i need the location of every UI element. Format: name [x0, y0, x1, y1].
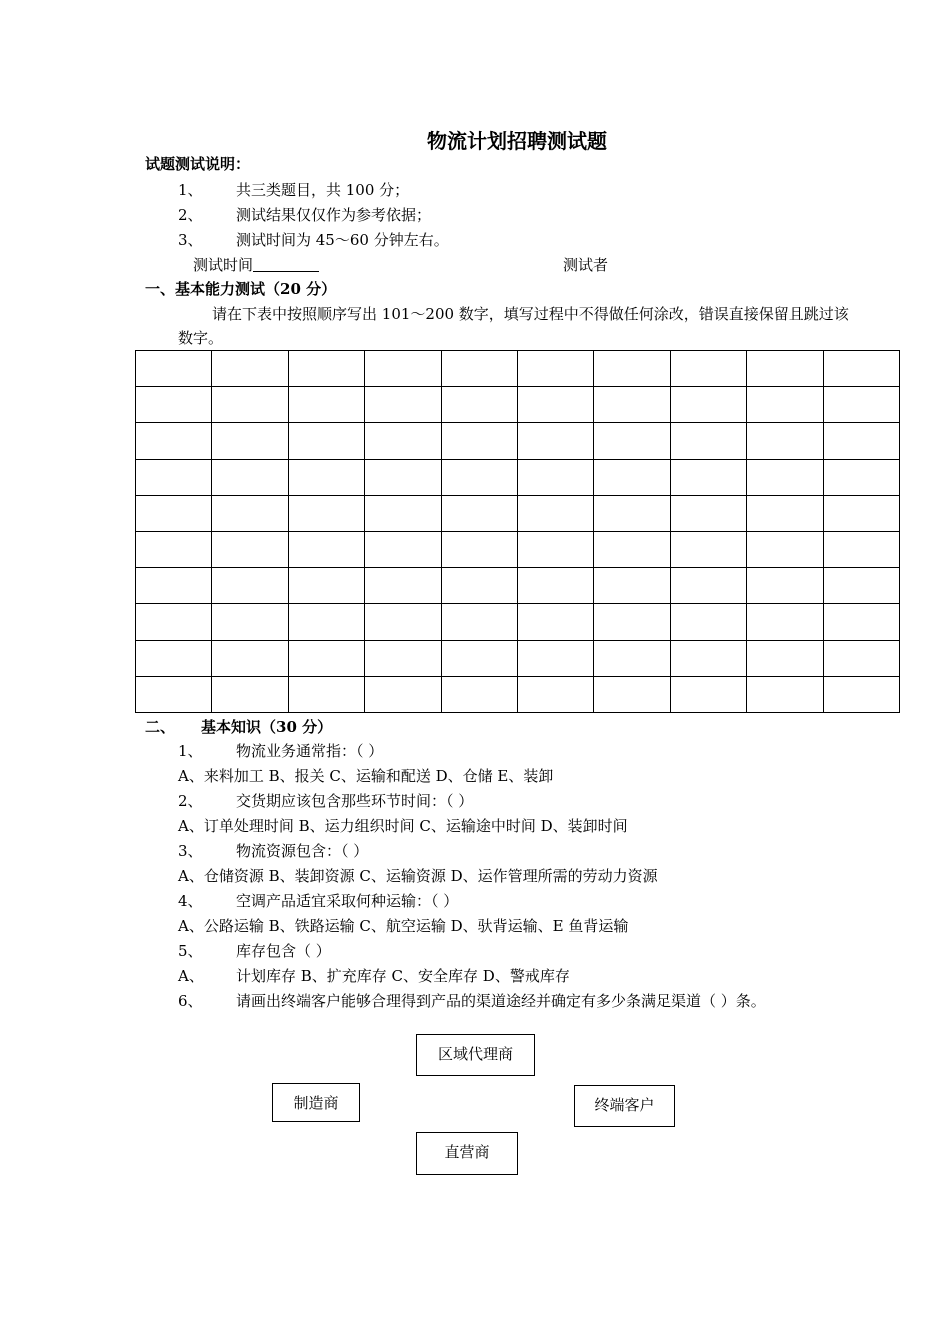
grid-cell[interactable] [517, 495, 593, 531]
grid-cell[interactable] [212, 351, 288, 387]
grid-cell[interactable] [594, 423, 670, 459]
grid-cell[interactable] [670, 351, 746, 387]
grid-cell[interactable] [212, 568, 288, 604]
grid-cell[interactable] [365, 676, 441, 712]
grid-cell[interactable] [670, 495, 746, 531]
grid-row [136, 459, 900, 495]
section2-title: 基本知识（30 分） [201, 718, 333, 736]
test-time-field[interactable] [193, 255, 319, 275]
tester-label: 测试者 [563, 256, 609, 274]
grid-cell[interactable] [136, 459, 212, 495]
grid-cell[interactable] [136, 495, 212, 531]
question-text: 物流业务通常指：（ ） [236, 742, 384, 760]
grid-row [136, 604, 900, 640]
grid-cell[interactable] [365, 459, 441, 495]
question-num: 2、 [178, 792, 203, 810]
grid-cell[interactable] [594, 604, 670, 640]
grid-row [136, 495, 900, 531]
grid-cell[interactable] [288, 676, 364, 712]
grid-cell[interactable] [212, 676, 288, 712]
page-title: 物流计划招聘测试题 [427, 129, 607, 153]
grid-cell[interactable] [365, 604, 441, 640]
question [178, 891, 458, 911]
grid-cell[interactable] [594, 459, 670, 495]
grid-cell[interactable] [823, 351, 899, 387]
instruction-text: 测试结果仅仅作为参考依据； [236, 206, 432, 224]
grid-cell[interactable] [823, 531, 899, 567]
grid-cell[interactable] [212, 459, 288, 495]
grid-cell[interactable] [747, 387, 823, 423]
grid-cell[interactable] [670, 459, 746, 495]
grid-cell[interactable] [441, 531, 517, 567]
grid-cell[interactable] [594, 568, 670, 604]
grid-cell[interactable] [212, 531, 288, 567]
question [178, 791, 473, 811]
grid-cell[interactable] [441, 676, 517, 712]
grid-cell[interactable] [136, 640, 212, 676]
grid-row [136, 531, 900, 567]
question-text: 空调产品适宜采取何种运输：（ ） [236, 892, 459, 910]
grid-cell[interactable] [594, 676, 670, 712]
instruction-num: 1、 [178, 181, 203, 199]
grid-cell[interactable] [517, 459, 593, 495]
instruction-text: 测试时间为 45～60 分钟左右。 [236, 231, 449, 249]
question [178, 991, 766, 1011]
grid-cell[interactable] [594, 387, 670, 423]
instruction-item [178, 180, 409, 200]
grid-cell[interactable] [823, 604, 899, 640]
grid-cell[interactable] [288, 531, 364, 567]
grid-cell[interactable] [594, 351, 670, 387]
question-options: A、订单处理时间 B、运力组织时间 C、运输途中时间 D、装卸时间 [178, 817, 628, 835]
grid-cell[interactable] [747, 568, 823, 604]
instructions-heading: 试题测试说明： [145, 155, 251, 173]
grid-cell[interactable] [517, 531, 593, 567]
grid-cell[interactable] [823, 676, 899, 712]
grid-cell[interactable] [441, 640, 517, 676]
question-num: 1、 [178, 742, 203, 760]
grid-cell[interactable] [212, 604, 288, 640]
instruction-text: 共三类题目，共 100 分； [236, 181, 410, 199]
grid-cell[interactable] [441, 495, 517, 531]
question-num: 6、 [178, 992, 203, 1010]
grid-cell[interactable] [288, 640, 364, 676]
grid-cell[interactable] [212, 387, 288, 423]
grid-cell[interactable] [823, 423, 899, 459]
grid-cell[interactable] [517, 351, 593, 387]
grid-cell[interactable] [823, 495, 899, 531]
grid-cell[interactable] [365, 531, 441, 567]
grid-cell[interactable] [288, 423, 364, 459]
grid-cell[interactable] [212, 640, 288, 676]
grid-cell[interactable] [517, 604, 593, 640]
regional-agent-box: 区域代理商 [416, 1034, 535, 1076]
grid-cell[interactable] [747, 531, 823, 567]
question-num: 3、 [178, 842, 203, 860]
grid-cell[interactable] [365, 495, 441, 531]
grid-cell[interactable] [670, 568, 746, 604]
grid-cell[interactable] [823, 387, 899, 423]
question-options: A、仓储资源 B、装卸资源 C、运输资源 D、运作管理所需的劳动力资源 [178, 867, 658, 885]
grid-cell[interactable] [670, 531, 746, 567]
grid-row [136, 351, 900, 387]
instruction-item [178, 205, 431, 225]
grid-row [136, 423, 900, 459]
grid-cell[interactable] [517, 568, 593, 604]
question-text: 物流资源包含：（ ） [236, 842, 369, 860]
grid-cell[interactable] [517, 423, 593, 459]
section1-desc-line2: 数字。 [178, 329, 224, 347]
grid-cell[interactable] [594, 495, 670, 531]
direct-dealer-box: 直营商 [416, 1132, 518, 1175]
grid-cell[interactable] [747, 676, 823, 712]
grid-cell[interactable] [365, 568, 441, 604]
manufacturer-box: 制造商 [272, 1083, 360, 1122]
grid-cell[interactable] [747, 604, 823, 640]
section2-num: 二、 [145, 718, 176, 736]
grid-cell[interactable] [823, 568, 899, 604]
grid-cell[interactable] [670, 387, 746, 423]
grid-cell[interactable] [747, 459, 823, 495]
grid-cell[interactable] [670, 640, 746, 676]
grid-cell[interactable] [288, 568, 364, 604]
instruction-num: 3、 [178, 231, 203, 249]
test-time-blank[interactable] [253, 256, 319, 272]
end-customer-box: 终端客户 [574, 1085, 675, 1127]
question [178, 841, 368, 861]
grid-cell[interactable] [747, 640, 823, 676]
grid-cell[interactable] [212, 423, 288, 459]
grid-cell[interactable] [441, 387, 517, 423]
grid-cell[interactable] [747, 423, 823, 459]
grid-cell[interactable] [517, 640, 593, 676]
grid-cell[interactable] [288, 604, 364, 640]
grid-cell[interactable] [517, 387, 593, 423]
question-options [178, 966, 570, 986]
instruction-item [178, 230, 449, 250]
grid-cell[interactable] [517, 676, 593, 712]
grid-row [136, 676, 900, 712]
question [178, 741, 383, 761]
grid-cell[interactable] [670, 604, 746, 640]
grid-cell[interactable] [136, 387, 212, 423]
grid-cell[interactable] [136, 604, 212, 640]
grid-cell[interactable] [670, 423, 746, 459]
grid-cell[interactable] [212, 495, 288, 531]
grid-cell[interactable] [136, 423, 212, 459]
grid-row [136, 568, 900, 604]
grid-cell[interactable] [747, 351, 823, 387]
section1-desc-line1: 请在下表中按照顺序写出 101～200 数字，填写过程中不得做任何涂改，错误直接保留且跳过该 [212, 305, 849, 323]
section2-heading [145, 717, 332, 737]
grid-cell[interactable] [441, 604, 517, 640]
option-text: 计划库存 B、扩充库存 C、安全库存 D、警戒库存 [236, 967, 570, 985]
grid-cell[interactable] [365, 387, 441, 423]
grid-cell[interactable] [365, 351, 441, 387]
grid-cell[interactable] [288, 387, 364, 423]
grid-cell[interactable] [365, 423, 441, 459]
question-num: 4、 [178, 892, 203, 910]
instruction-num: 2、 [178, 206, 203, 224]
question-num: 5、 [178, 942, 203, 960]
question-text: 库存包含（ ） [236, 942, 331, 960]
grid-cell[interactable] [365, 640, 441, 676]
number-grid [135, 350, 900, 713]
grid-cell[interactable] [441, 423, 517, 459]
test-time-label: 测试时间 [193, 256, 254, 274]
option-num: A、 [178, 967, 204, 985]
grid-cell[interactable] [594, 640, 670, 676]
grid-cell[interactable] [136, 351, 212, 387]
grid-cell[interactable] [288, 459, 364, 495]
question-options: A、来料加工 B、报关 C、运输和配送 D、仓储 E、装卸 [178, 767, 554, 785]
grid-cell[interactable] [288, 495, 364, 531]
grid-cell[interactable] [136, 568, 212, 604]
grid-cell[interactable] [747, 495, 823, 531]
grid-cell[interactable] [823, 459, 899, 495]
section1-heading: 一、基本能力测试（20 分） [145, 280, 337, 298]
question-text: 请画出终端客户能够合理得到产品的渠道途经并确定有多少条满足渠道（ ）条。 [236, 992, 766, 1010]
grid-cell[interactable] [670, 676, 746, 712]
grid-cell[interactable] [441, 568, 517, 604]
grid-cell[interactable] [136, 531, 212, 567]
grid-cell[interactable] [288, 351, 364, 387]
question [178, 941, 331, 961]
grid-row [136, 640, 900, 676]
question-text: 交货期应该包含那些环节时间：（ ） [236, 792, 474, 810]
grid-cell[interactable] [136, 676, 212, 712]
grid-cell[interactable] [441, 351, 517, 387]
question-options: A、公路运输 B、铁路运输 C、航空运输 D、驮背运输、E 鱼背运输 [178, 917, 629, 935]
grid-cell[interactable] [823, 640, 899, 676]
grid-cell[interactable] [441, 459, 517, 495]
grid-row [136, 387, 900, 423]
grid-cell[interactable] [594, 531, 670, 567]
